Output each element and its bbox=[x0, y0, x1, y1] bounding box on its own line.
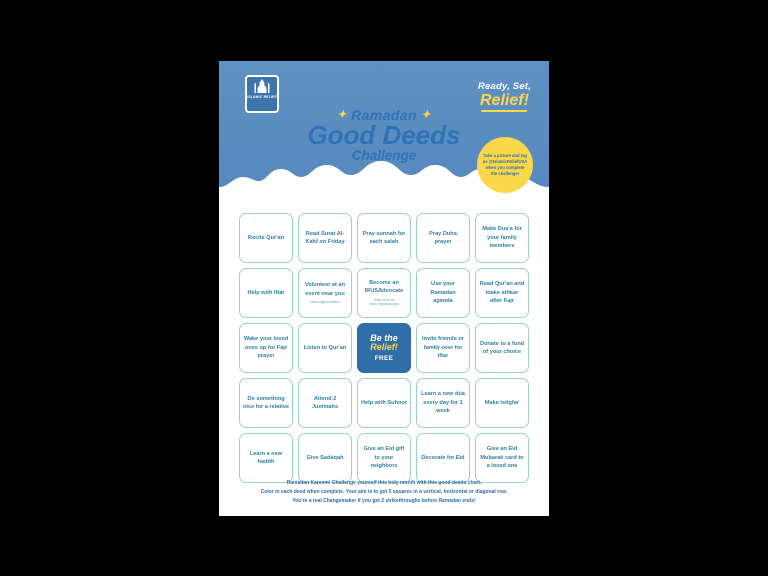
grid-cell-deed[interactable] bbox=[239, 213, 293, 263]
deed-label: Read Surat Al-Kahf on Friday bbox=[305, 230, 345, 245]
deed-label: Learn a new hadith bbox=[249, 450, 283, 465]
deed-label: Make istigfar bbox=[484, 399, 520, 406]
free-space-title-line-2: Relief! bbox=[370, 342, 398, 352]
logo-text: ISLAMIC RELIEF bbox=[247, 95, 277, 99]
grid-cell-deed[interactable] bbox=[357, 268, 411, 318]
footer-line-2: Color in each deed when complete. Your aim is to get 5 squares in a vertical, horizontal or diagonal row. bbox=[260, 488, 508, 495]
grid-cell-deed[interactable] bbox=[416, 268, 470, 318]
deed-label: Make Dua'a for your family members bbox=[482, 226, 522, 250]
deed-label: Wake your loved ones up for Fajr prayer bbox=[243, 336, 289, 360]
grid-cell-deed[interactable] bbox=[298, 433, 352, 483]
free-space-label: FREE bbox=[374, 355, 394, 363]
grid-cell-deed[interactable] bbox=[475, 213, 529, 263]
social-callout-badge: Take a picture and tag us @IslamicReliefUSA when you complete the challenge! bbox=[477, 137, 533, 193]
deed-label: Give Sadaqah bbox=[306, 454, 344, 461]
footer-line-1: Ramadan Kareem! Challenge yourself this holy month with this good deeds chart. bbox=[286, 480, 482, 486]
grid-cell-deed[interactable] bbox=[416, 378, 470, 428]
grid-cell-deed[interactable] bbox=[357, 378, 411, 428]
deed-sublabel: learn how at irusa.org/advocacy bbox=[368, 297, 400, 307]
tagline-line-2: Relief! bbox=[480, 92, 529, 109]
title-text-ramadan: Ramadan bbox=[351, 107, 417, 123]
deed-label: Recite Qur'an bbox=[247, 234, 285, 241]
star-icon-right: ✦ bbox=[421, 109, 431, 121]
deed-label: Pray sunnah for each salah bbox=[362, 230, 406, 245]
grid-cell-deed[interactable] bbox=[239, 323, 293, 373]
deed-label: Invite friends or family over for iftar bbox=[422, 336, 464, 360]
star-icon-left: ✦ bbox=[337, 109, 347, 121]
grid-cell-deed[interactable] bbox=[416, 323, 470, 373]
deed-label: Learn a new dua every day for 1 week bbox=[421, 391, 465, 415]
title-line-2: Good Deeds bbox=[307, 120, 461, 150]
deed-label: Give an Eid gift to your neighbors bbox=[363, 446, 405, 470]
deed-label: Decorate for Eid bbox=[421, 454, 465, 461]
free-space-title bbox=[370, 334, 398, 353]
deed-label: Become an IRUSAdvocate learn how at irusa.org/advocacy bbox=[361, 279, 407, 307]
deed-label: Help with Suhoor bbox=[361, 399, 407, 406]
grid-cell-deed[interactable] bbox=[357, 433, 411, 483]
footer-line-3: You're a real Changemaker if you get 2 strikethroughs before Ramadan ends! bbox=[292, 497, 476, 504]
grid-cell-deed[interactable] bbox=[475, 268, 529, 318]
grid-cell-deed[interactable] bbox=[239, 268, 293, 318]
grid-cell-deed[interactable] bbox=[475, 433, 529, 483]
mosque-icon bbox=[251, 78, 273, 94]
ramadan-good-deeds-poster bbox=[219, 61, 549, 516]
free-space-title-line-1: Be the bbox=[370, 332, 398, 343]
good-deeds-grid bbox=[239, 213, 529, 483]
grid-cell-deed[interactable] bbox=[357, 213, 411, 263]
deed-label: Donate to a fund of your choice bbox=[479, 340, 525, 355]
deed-label: Attend 2 Jummahs bbox=[311, 395, 339, 410]
deed-label: Read Qur'an and make athkar after Fajr bbox=[479, 281, 525, 305]
deed-label: Volunteer at an event near you irusa.org/volunteer bbox=[302, 281, 348, 304]
deed-label: Give an Eid Mubarak card to a loved one bbox=[480, 446, 524, 470]
grid-cell-deed[interactable] bbox=[239, 378, 293, 428]
grid-cell-deed[interactable] bbox=[298, 268, 352, 318]
deed-label: Use your Ramadan agenda bbox=[430, 281, 456, 305]
grid-cell-deed[interactable] bbox=[475, 323, 529, 373]
tagline-line-1: Ready, Set, bbox=[477, 81, 531, 92]
deed-label: Pray Duha prayer bbox=[429, 230, 457, 245]
poster-footer bbox=[219, 479, 549, 505]
deed-sublabel: irusa.org/volunteer bbox=[310, 300, 340, 305]
deed-label: Listen to Qur'an bbox=[303, 344, 347, 351]
grid-cell-deed[interactable] bbox=[239, 433, 293, 483]
title-line-3: Challenge bbox=[351, 148, 417, 164]
deed-label: Help with iftar bbox=[247, 289, 285, 296]
grid-cell-deed[interactable] bbox=[298, 378, 352, 428]
grid-cell-deed[interactable] bbox=[298, 213, 352, 263]
deed-label: Do something nice for a relative bbox=[243, 395, 290, 410]
grid-cell-deed[interactable] bbox=[475, 378, 529, 428]
grid-cell-deed[interactable] bbox=[416, 433, 470, 483]
grid-cell-deed[interactable] bbox=[298, 323, 352, 373]
grid-cell-deed[interactable] bbox=[416, 213, 470, 263]
grid-cell-free-space[interactable] bbox=[357, 323, 411, 373]
